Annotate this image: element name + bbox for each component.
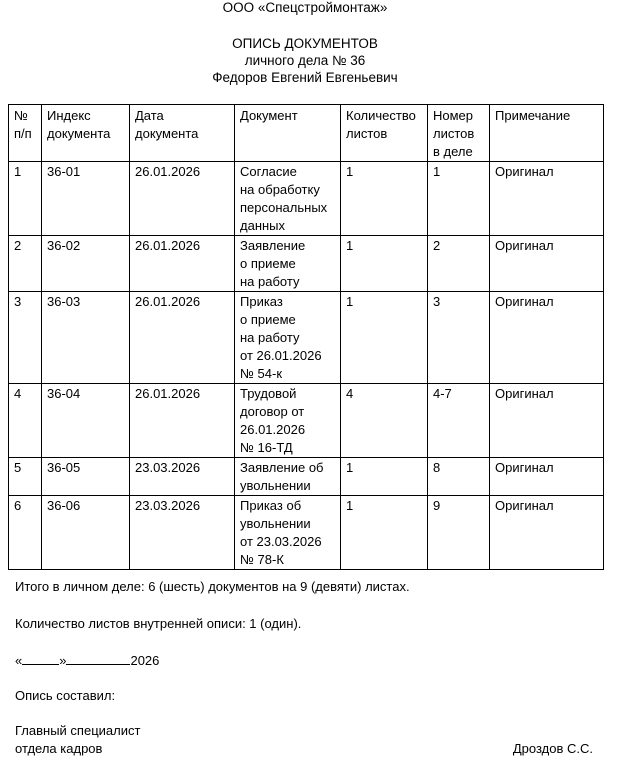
note-cell: Оригинал [490, 236, 604, 292]
column-header-line: в деле [433, 144, 473, 159]
column-header-line: Примечание [495, 108, 571, 123]
document-title-line: данных [240, 218, 286, 233]
document-title-line: на работу [240, 274, 300, 289]
column-header-line: документа [47, 126, 111, 141]
document-title-line: от 23.03.2026 [240, 534, 322, 549]
compiled-by-label: Опись составил: [15, 688, 116, 703]
document-title-line: от 26.01.2026 [240, 348, 322, 363]
sheet-count-cell: 1 [341, 236, 428, 292]
sheet-count-cell: 4 [341, 384, 428, 458]
document-index-cell: 36-05 [42, 458, 130, 496]
table-row [9, 162, 604, 236]
employee-name: Федоров Евгений Евгеньевич [212, 70, 398, 85]
document-title-cell [235, 292, 341, 384]
document-title-line: персональных [240, 200, 328, 215]
column-header-line: Документ [240, 108, 298, 123]
table-header-row [9, 105, 604, 162]
table-row [9, 496, 604, 570]
column-header-line: листов [346, 126, 388, 141]
document-title-line: № 78-К [240, 552, 284, 567]
row-number-cell: 4 [9, 384, 42, 458]
row-number-cell: 6 [9, 496, 42, 570]
column-header [42, 105, 130, 162]
document-index-cell: 36-04 [42, 384, 130, 458]
note-cell: Оригинал [490, 162, 604, 236]
document-title-line: Заявление об [240, 460, 324, 475]
column-header [428, 105, 490, 162]
column-header-line: Номер [433, 108, 474, 123]
sheet-count-cell: 1 [341, 292, 428, 384]
document-title-line: Трудовой [240, 386, 297, 401]
document-title-cell [235, 458, 341, 496]
column-header [130, 105, 235, 162]
column-header-line: документа [135, 126, 199, 141]
document-title-cell [235, 384, 341, 458]
table-body [9, 162, 604, 570]
month-blank [66, 651, 130, 665]
column-header-line: листов [433, 126, 475, 141]
column-header [9, 105, 42, 162]
document-title-line: на обработку [240, 182, 320, 197]
summary-inner-inventory: Количество листов внутренней описи: 1 (один). [15, 616, 302, 631]
date-line [15, 651, 159, 670]
document-title-line: Заявление [240, 238, 306, 253]
table-row [9, 458, 604, 496]
sheet-numbers-cell: 3 [428, 292, 490, 384]
document-index-cell: 36-06 [42, 496, 130, 570]
note-cell: Оригинал [490, 292, 604, 384]
document-index-cell: 36-03 [42, 292, 130, 384]
document-subtitle: личного дела № 36 [244, 53, 366, 68]
sheet-numbers-cell: 2 [428, 236, 490, 292]
note-cell: Оригинал [490, 384, 604, 458]
column-header [235, 105, 341, 162]
row-number-cell: 1 [9, 162, 42, 236]
document-title-line: увольнении [240, 478, 311, 493]
document-index-cell: 36-01 [42, 162, 130, 236]
column-header-line: № [14, 108, 28, 123]
sheet-count-cell: 1 [341, 496, 428, 570]
document-date-cell: 26.01.2026 [130, 292, 235, 384]
sheet-numbers-cell: 4-7 [428, 384, 490, 458]
table-row [9, 384, 604, 458]
sheet-numbers-cell: 1 [428, 162, 490, 236]
sheet-numbers-cell: 9 [428, 496, 490, 570]
document-date-cell: 26.01.2026 [130, 384, 235, 458]
sheet-count-cell: 1 [341, 458, 428, 496]
document-date-cell: 26.01.2026 [130, 236, 235, 292]
column-header-line: Индекс [47, 108, 91, 123]
document-index-cell: 36-02 [42, 236, 130, 292]
document-title-line: увольнении [240, 516, 311, 531]
date-year: 2026 [130, 653, 160, 668]
table-row [9, 236, 604, 292]
note-cell: Оригинал [490, 496, 604, 570]
document-title-cell [235, 236, 341, 292]
day-blank [22, 651, 59, 665]
column-header-line: Дата [135, 108, 164, 123]
signer-name: Дроздов С.С. [512, 741, 593, 756]
document-heading [0, 35, 610, 86]
column-header-line: Количество [346, 108, 416, 123]
compiler-position-line-2: отдела кадров [15, 741, 103, 756]
column-header-line: п/п [14, 126, 32, 141]
document-title-cell [235, 162, 341, 236]
date-open-quote: « [15, 653, 23, 668]
document-title: ОПИСЬ ДОКУМЕНТОВ [232, 36, 378, 51]
inventory-table [8, 104, 604, 570]
document-title-cell [235, 496, 341, 570]
document-title-line: Приказ об [240, 498, 302, 513]
note-cell: Оригинал [490, 458, 604, 496]
column-header [490, 105, 604, 162]
document-title-line: № 16-ТД [240, 440, 293, 455]
date-close-quote: » [59, 653, 67, 668]
column-header [341, 105, 428, 162]
row-number-cell: 5 [9, 458, 42, 496]
document-date-cell: 23.03.2026 [130, 458, 235, 496]
document-title-line: о приеме [240, 256, 296, 271]
document-title-line: договор от [240, 404, 305, 419]
sheet-numbers-cell: 8 [428, 458, 490, 496]
document-title-line: Согласие [240, 164, 297, 179]
document-title-line: 26.01.2026 [240, 422, 306, 437]
document-title-line: Приказ [240, 294, 283, 309]
document-date-cell: 26.01.2026 [130, 162, 235, 236]
document-title-line: № 54-к [240, 366, 283, 381]
document-date-cell: 23.03.2026 [130, 496, 235, 570]
row-number-cell: 3 [9, 292, 42, 384]
organization-name: ООО «Спецстроймонтаж» [222, 0, 388, 15]
compiler-position-line-1: Главный специалист [15, 723, 141, 738]
sheet-count-cell: 1 [341, 162, 428, 236]
document-title-line: на работу [240, 330, 300, 345]
summary-total: Итого в личном деле: 6 (шесть) документов на 9 (девяти) листах. [15, 579, 410, 594]
row-number-cell: 2 [9, 236, 42, 292]
document-title-line: о приеме [240, 312, 296, 327]
table-row [9, 292, 604, 384]
